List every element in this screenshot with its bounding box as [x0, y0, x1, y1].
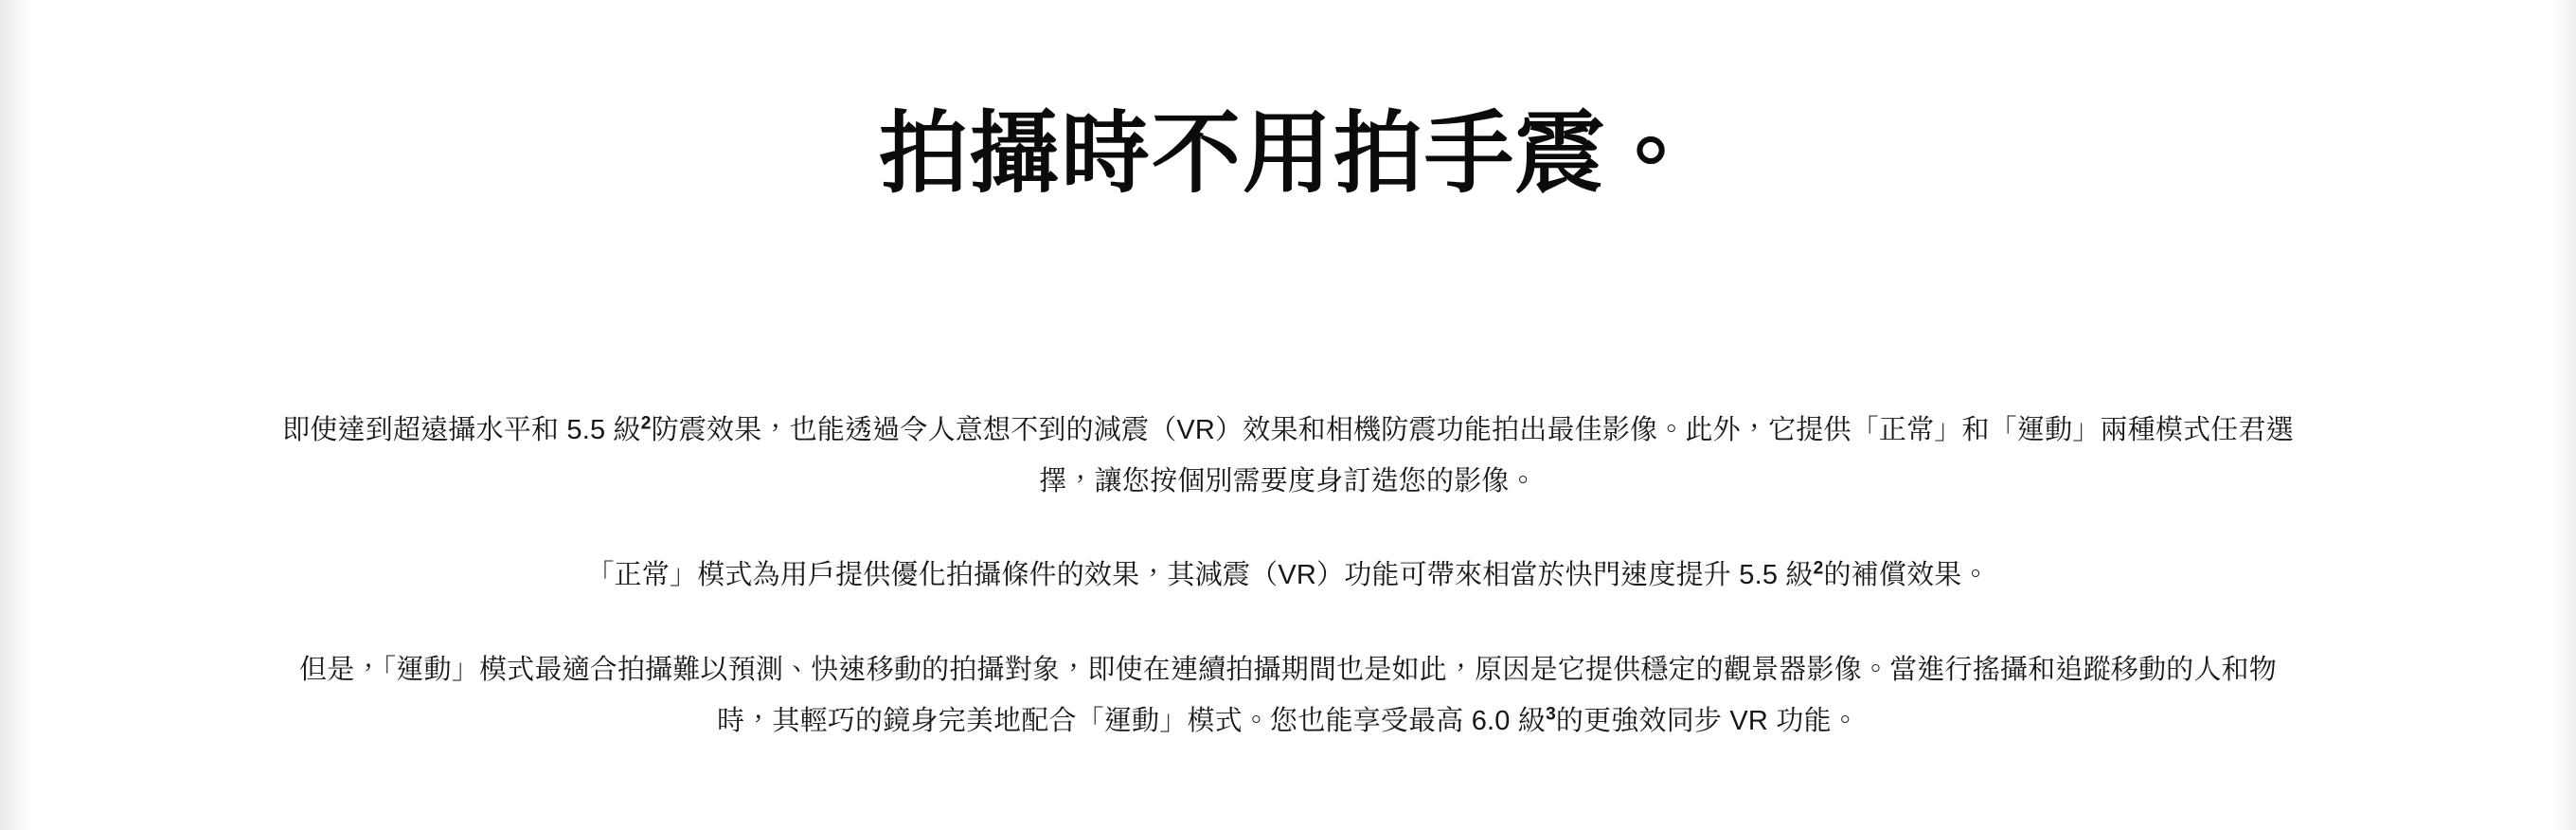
footnote-marker: 2	[640, 413, 652, 434]
footnote-marker: 3	[1546, 704, 1556, 724]
footnote-marker: 2	[1813, 558, 1824, 579]
page-title: 拍攝時不用拍手震。	[878, 103, 1697, 203]
paragraph-1: 即使達到超遠攝水平和 5.5 級$^2$防震效果，也能透過令人意想不到的減震（VR）效果和相機防震功能拍出最佳影像。此外，它提供「正常」和「運動」兩種模式任君選擇，讓您按個別需要度身訂造您的影像。	[282, 413, 2294, 496]
paragraph-3: 但是，「運動」模式最適合拍攝難以預測、快速移動的拍攝對象，即使在連續拍攝期間也是如此，原因是它提供穩定的觀景器影像。當進行搖攝和追蹤移動的人和物時，其輕巧的鏡身完美地配合「運動」模式。您也能享受最高 6.0 級$^3$的更強效同步 VR 功能。	[299, 655, 2277, 736]
body-copy	[279, 406, 2297, 747]
paragraph-2: 「正常」模式為用戶提供優化拍攝條件的效果，其減震（VR）功能可帶來相當於快門速度提升 5.5 級$^2$的補償效果。	[586, 558, 1990, 591]
